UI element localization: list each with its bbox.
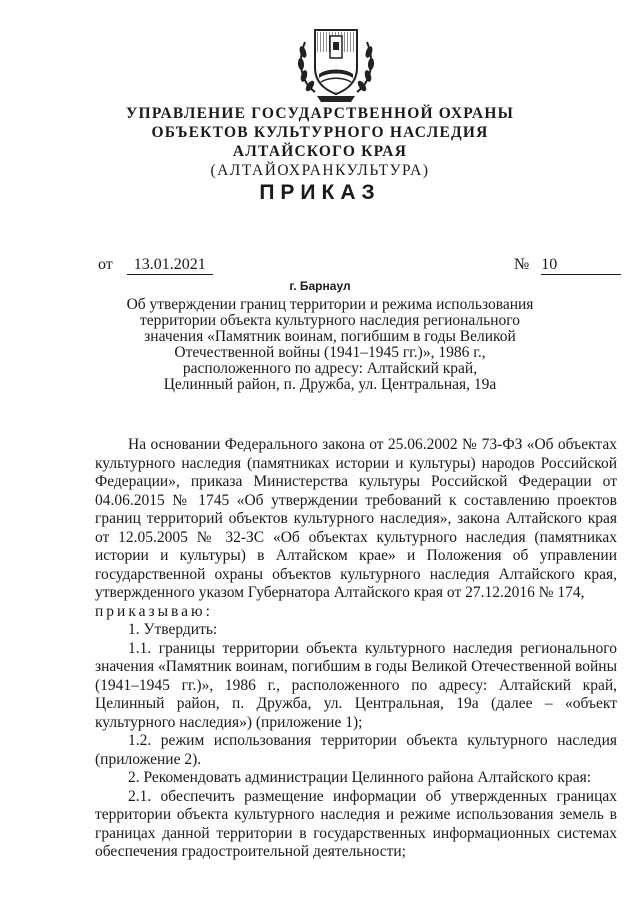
title-line: территории объекта культурного наследия регионального — [139, 312, 521, 329]
title-line: Об утверждении границ территории и режима использования — [126, 296, 534, 313]
date-field — [98, 256, 213, 275]
document-body — [95, 436, 617, 862]
number-prefix: № — [514, 256, 530, 273]
order-word: приказываю: — [95, 602, 213, 620]
preamble-paragraph: На основании Федерального закона от 25.06.2002 № 73-ФЗ «Об объектах культурного наследия (памятниках истории и культуры) народов Российской Федерации», приказа Министерства культуры Российской Федерации от 04.06.2015 № 1745 «Об утверждении требований к составлению проектов границ территорий объектов культурного наследия», закона Алтайского края от 12.05.2005 № 32-ЗС «Об объектах культурного наследия (памятниках истории и культуры) в Алтайском крае» и Положения об управлении государственной охраны объектов культурного наследия Алтайского края, утвержденного указом Губернатора Алтайского края от 27.12.2016 № 174, — [95, 436, 617, 601]
org-line-3: АЛТАЙСКОГО КРАЯ — [232, 143, 408, 160]
clause-1-2: 1.2. режим использования территории объекта культурного наследия (приложение 2). — [95, 732, 617, 768]
clause-1-1: 1.1. границы территории объекта культурного наследия регионального значения «Памятник воинам, погибшим в годы Великой Отечественной войны (1941–1945 гг.)», 1986 г., расположенного по адресу: Алтайский край, Целинный район, п. Дружба, ул. Центральная, 19а (далее – «объект культурного наследия») (приложение 1); — [95, 639, 617, 731]
org-line-1: УПРАВЛЕНИЕ ГОСУДАРСТВЕННОЙ ОХРАНЫ — [125, 105, 514, 122]
document-type: ПРИКАЗ — [259, 181, 381, 204]
organization-name — [0, 104, 640, 180]
number-value: 10 — [541, 256, 621, 275]
title-line: значения «Памятник воинам, погибшим в годы Великой — [144, 328, 516, 345]
city: г. Барнаул — [289, 279, 351, 293]
org-line-4: (АЛТАЙОХРАНКУЛЬТУРА) — [210, 162, 430, 179]
title-line: расположенного по адресу: Алтайский край, — [182, 360, 478, 377]
title-line: Отечественной войны (1941–1945 гг.)», 1986 г., — [174, 344, 486, 361]
date-value: 13.01.2021 — [127, 256, 213, 275]
document-title — [120, 297, 540, 393]
org-line-2: ОБЪЕКТОВ КУЛЬТУРНОГО НАСЛЕДИЯ — [151, 124, 489, 141]
clause-2: 2. Рекомендовать администрации Целинного района Алтайского края: — [128, 769, 592, 786]
coat-of-arms-emblem — [293, 22, 379, 104]
title-line: Целинный район, п. Дружба, ул. Центральная, 19а — [163, 376, 497, 393]
number-field — [514, 256, 621, 275]
date-prefix: от — [98, 256, 113, 273]
clause-2-1: 2.1. обеспечить размещение информации об утвержденных границах территории объекта культурного наследия и режиме использования земель в границах данной территории в государственных информационных системах обеспечения градостроительной деятельности; — [95, 787, 617, 860]
clause-1: 1. Утвердить: — [128, 621, 218, 638]
